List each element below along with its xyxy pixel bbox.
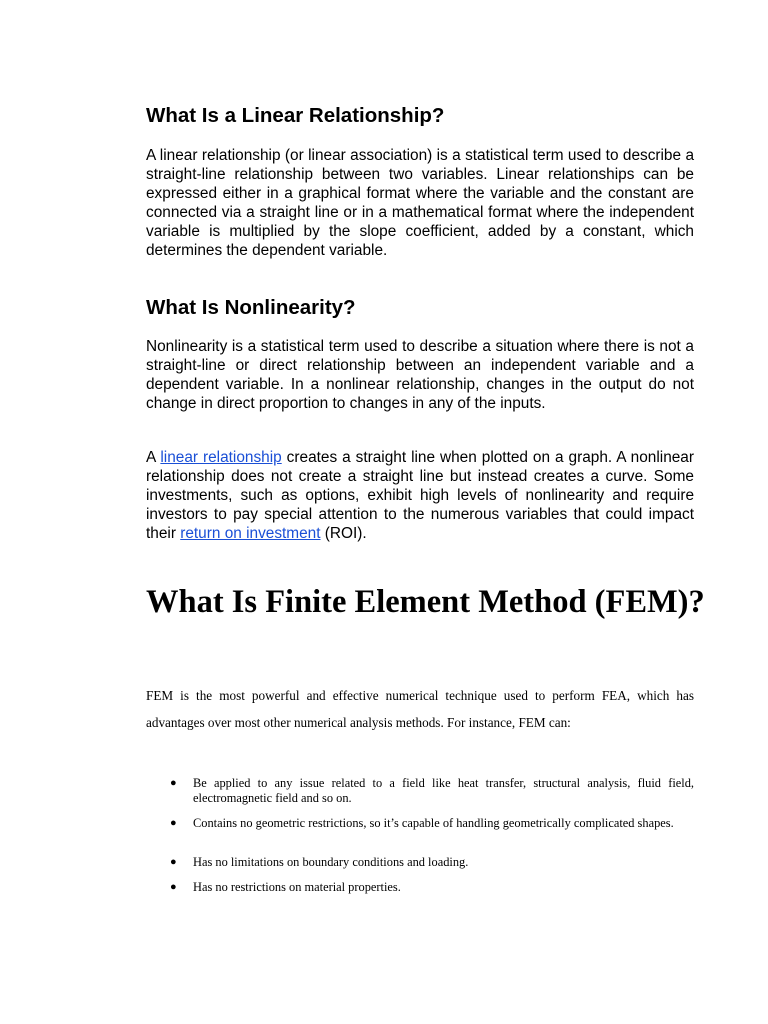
heading-nonlinearity: What Is Nonlinearity? <box>146 296 356 319</box>
paragraph-nonlinearity-2 <box>146 448 694 543</box>
text-run: (ROI). <box>320 525 367 542</box>
bullet-icon: ● <box>170 817 177 829</box>
link-return-on-investment[interactable]: return on investment <box>180 525 321 542</box>
list-item-text: Has no limitations on boundary conditions and loading. <box>193 855 469 869</box>
paragraph-fem-intro: FEM is the most powerful and effective numerical technique used to perform FEA, which has advantages over most other numerical analysis methods. For instance, FEM can: <box>146 688 694 730</box>
list-item-text: Has no restrictions on material properties. <box>193 880 401 894</box>
bullet-icon: ● <box>170 856 177 868</box>
list-item-text: Be applied to any issue related to a field like heat transfer, structural analysis, fluid field, electromagnetic field and so on. <box>193 776 694 805</box>
paragraph-linear-relationship: A linear relationship (or linear association) is a statistical term used to describe a straight-line relationship between two variables. Linear relationships can be expressed either in a graphical format where the variable and the constant are connected via a straight line or in a mathematical format where the independent variable is multiplied by the slope coefficient, added by a constant, which determines the dependent variable. <box>146 147 694 259</box>
heading-linear-relationship: What Is a Linear Relationship? <box>146 104 445 127</box>
text-run: A <box>146 449 161 466</box>
heading-fem: What Is Finite Element Method (FEM)? <box>146 584 705 620</box>
bullet-icon: ● <box>170 881 177 893</box>
text-run: creates a straight line when plotted on a graph. A nonlinear relationship does not create a straight line but instead creates a curve. Some investments, such as options, exhibit high levels of nonlinearity and require investors to pay special attention to the numerous variables that could impact their <box>146 449 694 542</box>
paragraph-nonlinearity: Nonlinearity is a statistical term used to describe a situation where there is not a straight-line or direct relationship between an independent variable and a dependent variable. In a nonlinear relationship, changes in the output do not change in direct proportion to changes in any of the inputs. <box>146 338 694 412</box>
bullet-icon: ● <box>170 777 177 789</box>
link-linear-relationship[interactable]: linear relationship <box>160 449 282 466</box>
list-item-text: Contains no geometric restrictions, so it’s capable of handling geometrically complicated shapes. <box>193 816 674 830</box>
